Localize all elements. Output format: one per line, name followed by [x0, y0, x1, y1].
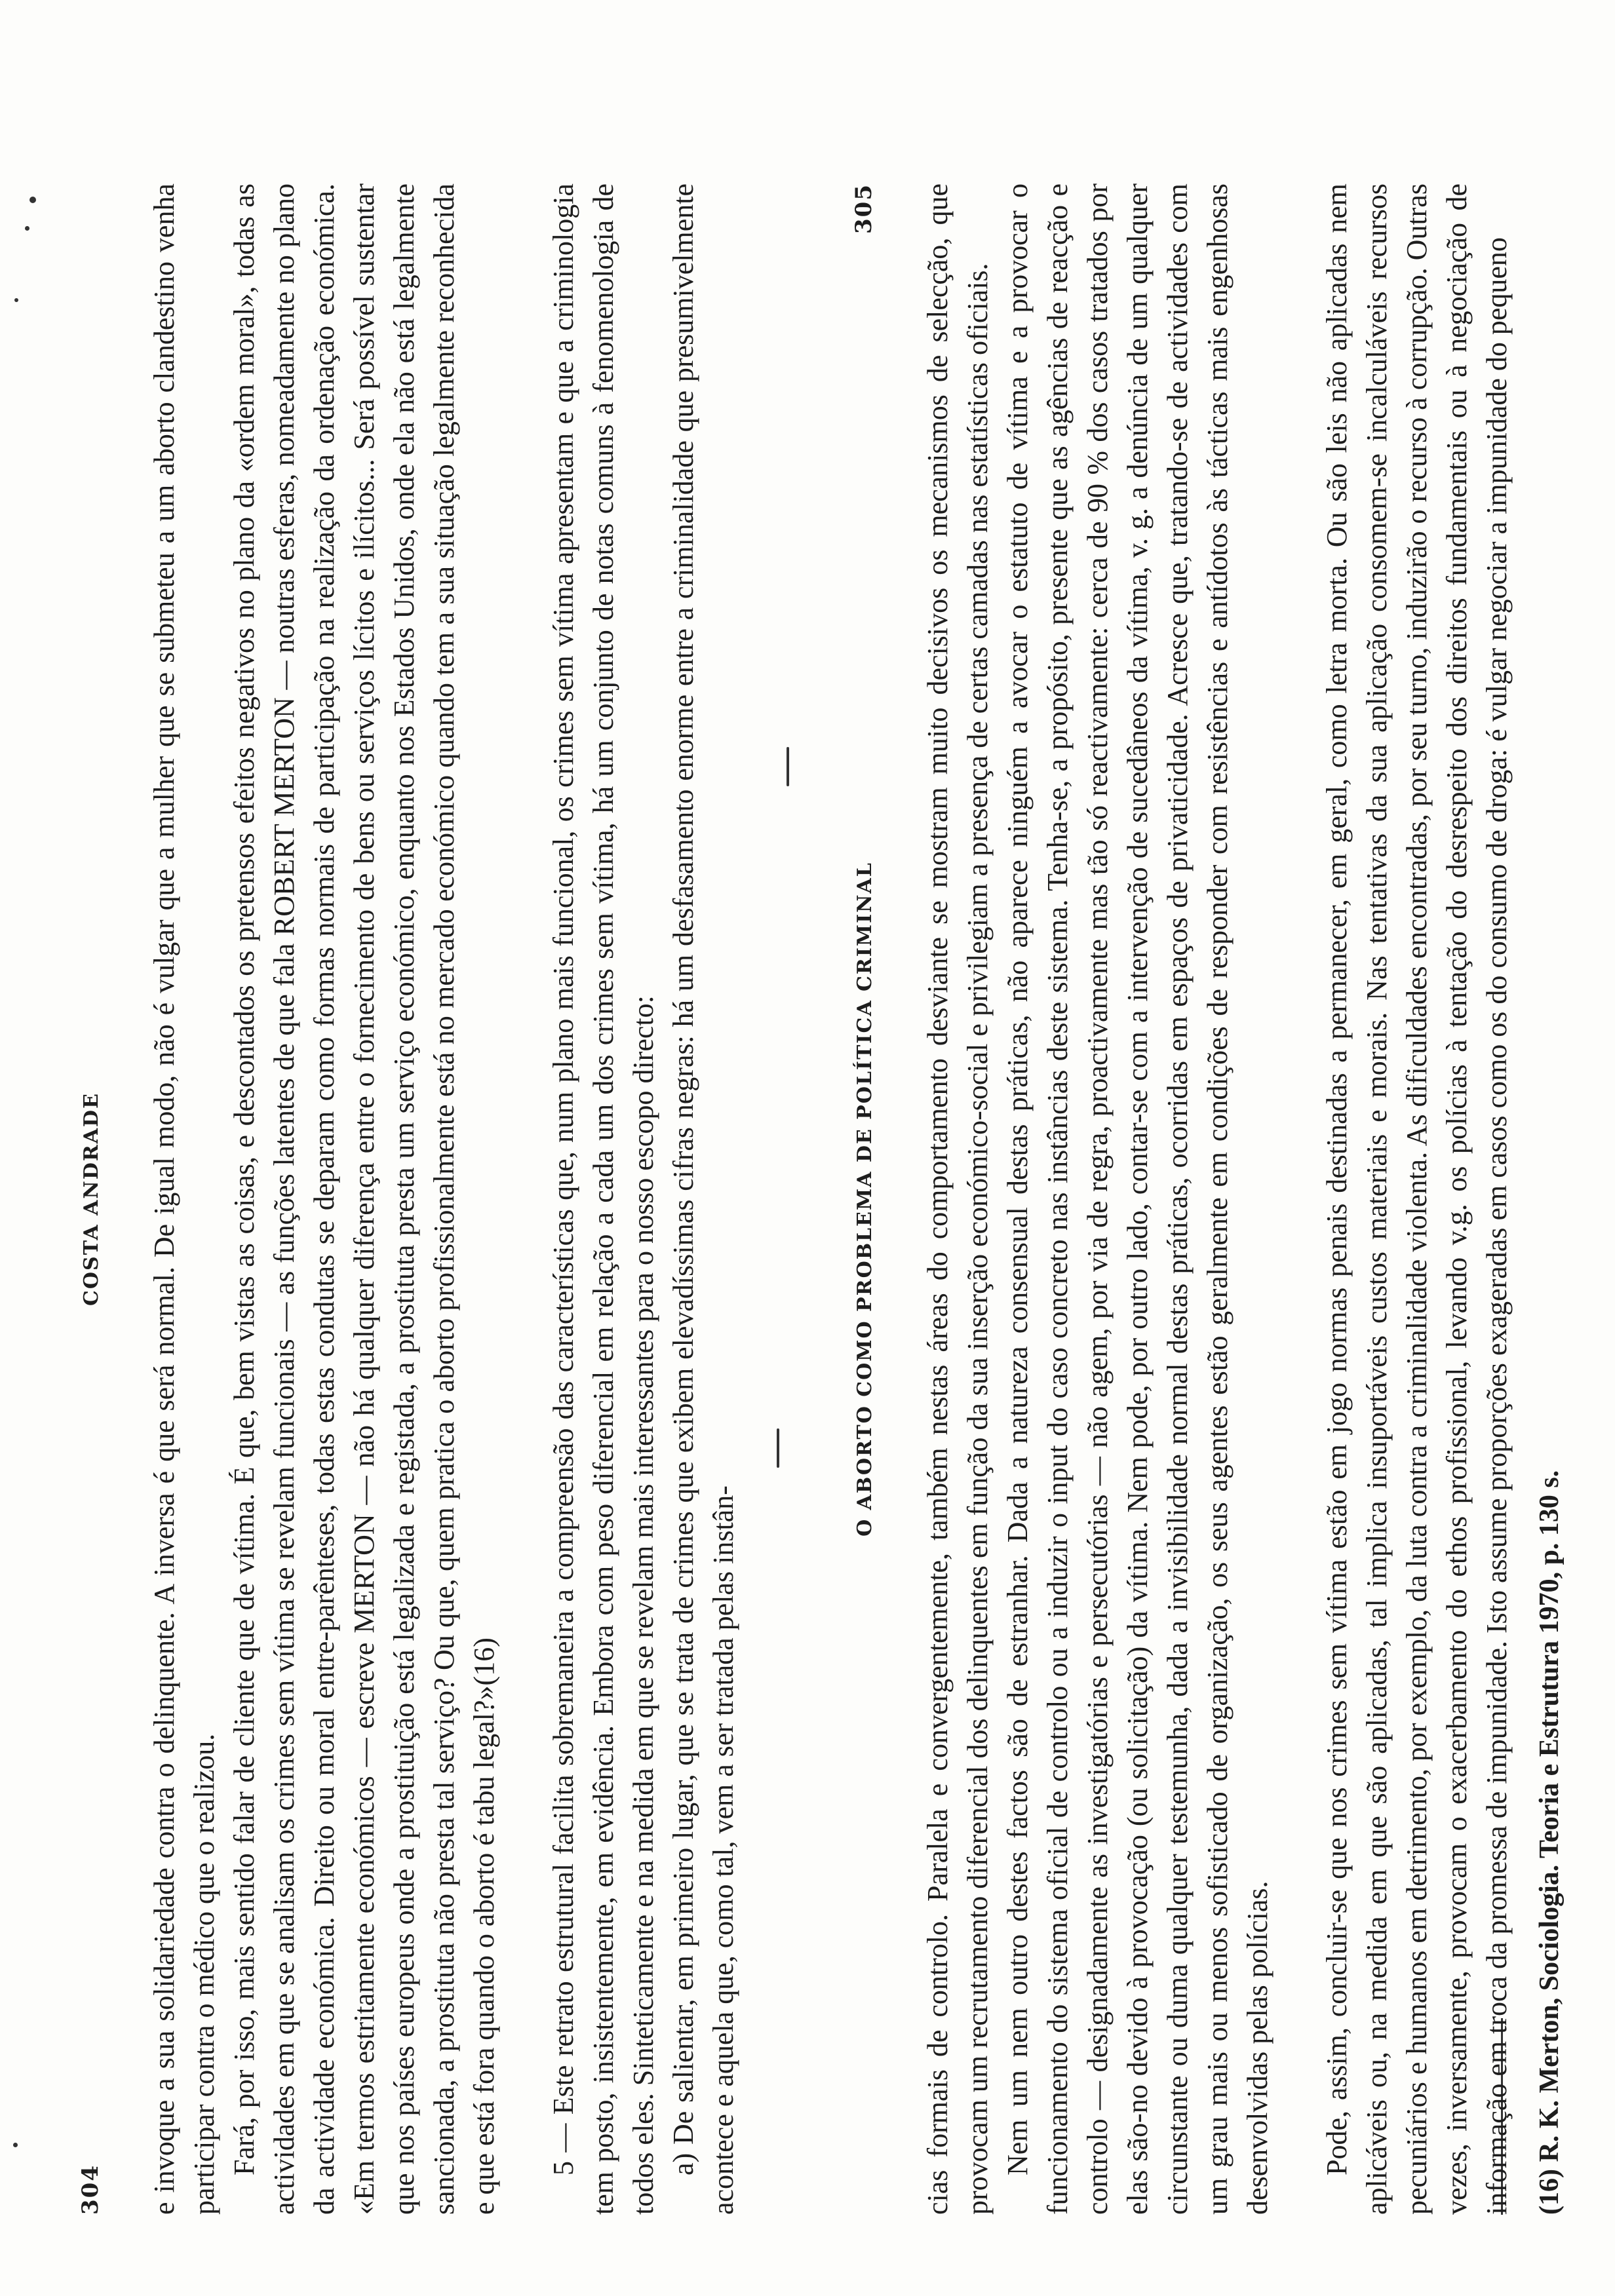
page-number-left: 304	[77, 2164, 104, 2215]
scan-speck	[29, 197, 36, 203]
paragraph: e invoque a sua solidariedade contra o delinquente. A inversa é que será normal. De igual modo, não é vulgar que a mulher que se submeteu a um aborto clandestino venha participar contra o médico que o realizou.	[148, 183, 220, 2215]
running-title-left: COSTA ANDRADE	[80, 1092, 103, 1306]
paragraph: a) De salientar, em primeiro lugar, que se trata de crimes que exibem elevadíssimas cifras negras: há um desfasamento enorme entre a criminalidade que presumivelmente acontece e aquela que, como tal, vem a ser tratada pelas instân-	[667, 183, 739, 2215]
paragraph: Pode, assim, concluir-se que nos crimes sem vítima estão em jogo normas penais destinadas a permanecer, em geral, como letra morta. Ou são leis não aplicadas nem aplicáveis ou, na medida em que são aplicadas, tal implica insuportáveis custos materiais e morais. Nas tentativas da sua aplicação consomem-se incalculáveis recursos pecuniários e humanos em detrimento, por exemplo, da luta contra a criminalidade violenta. As dificuldades encontradas, por seu turno, induzirão o recurso à corrupção. Outras vezes, inversamente, provocam o exacerbamento do ethos profissional, levando v.g. os polícias à tentação do desrespeito dos direitos fundamentais ou à negociação de informação em troca da promessa de impunidade. Isto assume proporções exageradas em casos como os do consumo de droga: é vulgar negociar a impunidade do pequeno	[1321, 183, 1513, 2215]
page-number-right: 305	[851, 183, 877, 234]
paragraph: cias formais de controlo. Paralela e convergentemente, também nestas áreas do comportamento desviante se mostram muito decisivos os mecanismos de selecção, que provocam um recrutamento diferencial dos delinquentes em função da sua inserção económico-social e privilegiam a presença de certas camadas nas estatísticas oficiais.	[922, 183, 994, 2215]
scan-speck	[25, 226, 29, 231]
right-running-head	[846, 183, 891, 2215]
paragraph: Nem um nem outro destes factos são de estranhar. Dada a natureza consensual destas práticas, não aparece ninguém a avocar o estatuto de vítima e a provocar o funcionamento do sistema oficial de controlo ou a induzir o input do caso concreto nas instâncias deste sistema. Tenha-se, a propósito, presente que as agências de reacção e controlo — designadamente as investigatórias e persecutórias — não agem, por via de regra, proactivamente mas tão só reactivamente: cerca de 90 % dos casos tratados por elas são-no devido à provocação (ou solicitação) da vítima. Nem pode, por outro lado, contar-se com a intervenção de sucedâneos da vítima, v. g. a denúncia de um qualquer circunstante ou duma qualquer testemunha, dada a invisibilidade normal destas práticas, ocorridas em espaços de privaticidade. Acresce que, tratando-se de actividades com um grau mais ou menos sofisticado de organização, os seus agentes estão geralmente em condições de responder com resistências e antídotos às tácticas mais engenhosas desenvolvidas pelas polícias.	[1002, 183, 1274, 2215]
right-page	[846, 183, 1534, 2215]
scan-speck	[13, 2143, 18, 2147]
scan-speck	[787, 747, 789, 786]
running-title-right: O ABORTO COMO PROBLEMA DE POLÍTICA CRIMINAL	[853, 862, 876, 1537]
footnote: (16) R. K. Merton, Sociologia. Teoria e Estrutura 1970, p. 130 s.	[1534, 1470, 1565, 2215]
scan-speck	[777, 1428, 779, 1468]
paragraph: 5 — Este retrato estrutural facilita sobremaneira a compreensão das características que, num plano mais funcional, os crimes sem vítima apresentam e que a criminologia tem posto, insistentemente, em evidência. Embora com peso diferencial em relação a cada um dos crimes sem vítima, há um conjunto de notas comuns à fenomenologia de todos eles. Sinteticamente e na medida em que se revelam mais interessantes para o nosso escopo directo:	[547, 183, 659, 2215]
left-body-text	[144, 183, 743, 2215]
left-running-head	[72, 183, 118, 2215]
right-body-text	[918, 183, 1517, 2215]
scan-speck	[14, 298, 18, 302]
paragraph: Fará, por isso, mais sentido falar de cliente que de vítima. É que, bem vistas as coisas, e descontados os pretensos efeitos negativos no plano da «ordem moral», todas as actividades em que se analisam os crimes sem vítima se revelam funcionais — as funções latentes de que fala ROBERT MERTON — noutras esferas, nomeadamente no plano da actividade económica. Direito ou moral entre-parênteses, todas estas condutas se deparam como formas normais de participação na realização da ordenação económica. «Em termos estritamente económicos — escreve MERTON — não há qualquer diferença entre o fornecimento de bens ou serviços lícitos e ilícitos... Será possível sustentar que nos países europeus onde a prostituição está legalizada e registada, a prostituta presta um serviço económico, enquanto nos Estados Unidos, onde ela não está legalmente sancionada, a prostituta não presta tal serviço? Ou que, quem pratica o aborto profissionalmente está no mercado económico quando tem a sua situação legalmente reconhecida e que está fora quando o aborto é tabu legal?»(16)	[228, 183, 500, 2215]
